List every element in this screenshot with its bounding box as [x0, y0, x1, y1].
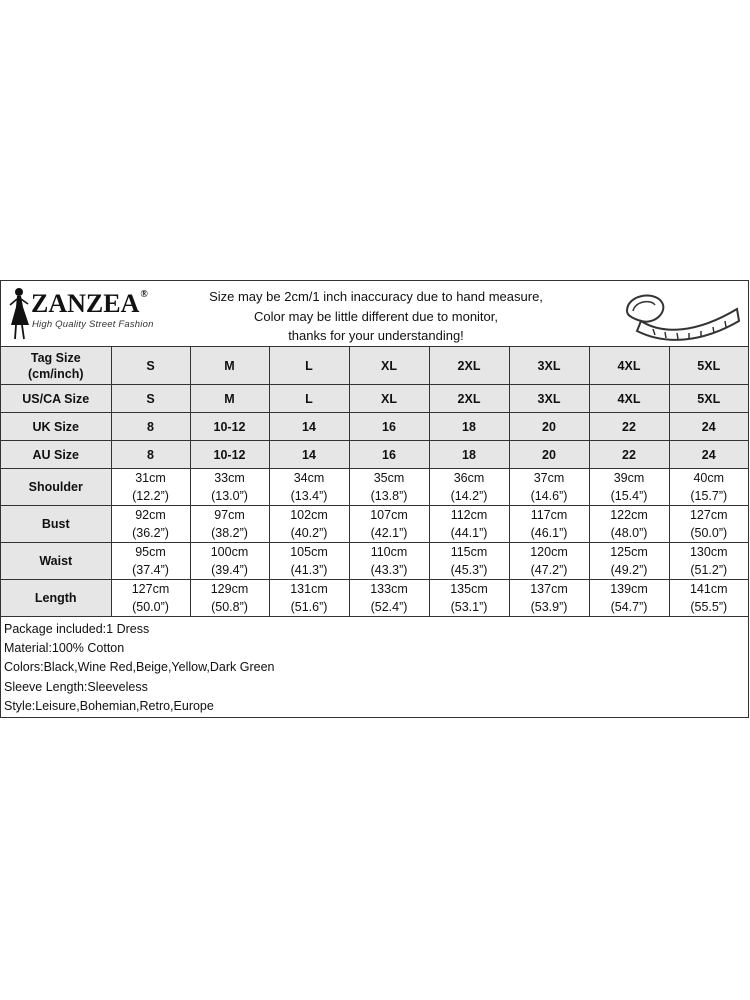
- measurement-cell: [190, 580, 269, 617]
- info-sleeve: Sleeve Length:Sleeveless: [4, 679, 148, 694]
- measurement-inch: (52.4”): [370, 600, 408, 614]
- measurement-cm: 120cm: [530, 545, 568, 559]
- measurement-inch: (51.6”): [290, 600, 328, 614]
- size-cell: 16: [349, 441, 429, 469]
- tag-size-cell: 3XL: [509, 347, 589, 385]
- size-cell: 14: [269, 441, 349, 469]
- tag-size-cell: M: [190, 347, 269, 385]
- measurement-cell: [669, 469, 748, 506]
- info-style: Style:Leisure,Bohemian,Retro,Europe: [4, 698, 214, 713]
- measurement-cm: 34cm: [293, 471, 325, 485]
- uk-size-row: [1, 413, 748, 441]
- measurement-cell: [669, 580, 748, 617]
- row-label: UK Size: [1, 413, 111, 441]
- size-chart: [0, 280, 749, 718]
- row-label: Bust: [1, 506, 111, 543]
- row-label: US/CA Size: [1, 385, 111, 413]
- measurement-cell: [669, 543, 748, 580]
- measurement-cell: [349, 543, 429, 580]
- brand-tagline: High Quality Street Fashion: [32, 319, 154, 330]
- measurement-cm: 102cm: [290, 508, 328, 522]
- size-cell: 24: [669, 413, 748, 441]
- measurement-inch: (15.7”): [690, 489, 728, 503]
- measurement-rows: [1, 469, 748, 617]
- measurement-cm: 127cm: [131, 582, 170, 596]
- measurement-cm: 107cm: [370, 508, 408, 522]
- measurement-inch: (46.1”): [530, 526, 568, 540]
- measurement-cell: [669, 506, 748, 543]
- measurement-cm: 127cm: [689, 508, 728, 522]
- measurement-cell: [269, 580, 349, 617]
- measurement-cell: [349, 580, 429, 617]
- measurement-inch: (13.0”): [211, 489, 248, 503]
- measurement-cell: [589, 506, 669, 543]
- measurement-row-length: [1, 580, 748, 617]
- size-cell: 16: [349, 413, 429, 441]
- measurement-inch: (12.2”): [132, 489, 169, 503]
- measurement-cm: 112cm: [450, 508, 488, 522]
- measurement-cell: [509, 580, 589, 617]
- size-cell: 24: [669, 441, 748, 469]
- measurement-cm: 40cm: [693, 471, 725, 485]
- size-table: [1, 347, 748, 617]
- measurement-cm: 100cm: [210, 545, 249, 559]
- measurement-inch: (41.3”): [290, 563, 328, 577]
- row-label: Shoulder: [1, 469, 111, 506]
- size-cell: 20: [509, 413, 589, 441]
- measurement-cm: 135cm: [450, 582, 488, 596]
- measurement-inch: (36.2”): [132, 526, 169, 540]
- measurement-inch: (43.3”): [370, 563, 408, 577]
- measurement-inch: (13.8”): [370, 489, 408, 503]
- size-cell: 4XL: [589, 385, 669, 413]
- measurement-cell: [349, 469, 429, 506]
- measurement-cm: 36cm: [453, 471, 485, 485]
- measurement-cell: [190, 543, 269, 580]
- measurement-cm: 37cm: [533, 471, 565, 485]
- measurement-inch: (40.2”): [290, 526, 328, 540]
- info-package: Package included:1 Dress: [4, 622, 150, 636]
- measurement-inch: (38.2”): [211, 526, 248, 540]
- brand-name: ZANZEA: [31, 289, 140, 318]
- measurement-inch: (15.4”): [610, 489, 648, 503]
- measurement-cm: 39cm: [613, 471, 645, 485]
- size-cell: XL: [349, 385, 429, 413]
- measurement-row-bust: [1, 506, 748, 543]
- measurement-cm: 129cm: [210, 582, 249, 596]
- measurement-cell: [429, 543, 509, 580]
- measurement-inch: (49.2”): [610, 563, 648, 577]
- measurement-cell: [269, 543, 349, 580]
- measurement-cm: 105cm: [290, 545, 328, 559]
- tag-size-cell: 4XL: [589, 347, 669, 385]
- measurement-cell: [111, 580, 190, 617]
- measurement-cell: [111, 469, 190, 506]
- measurement-cell: [589, 543, 669, 580]
- measurement-inch: (39.4”): [211, 563, 248, 577]
- row-label-tag-size: [1, 347, 111, 385]
- size-cell: 3XL: [509, 385, 589, 413]
- measurement-cm: 130cm: [689, 545, 728, 559]
- tag-size-cell: S: [111, 347, 190, 385]
- tag-size-label: Tag Size: [30, 350, 81, 365]
- measurement-cell: [111, 506, 190, 543]
- product-info: [4, 620, 275, 716]
- tag-size-cell: 5XL: [669, 347, 748, 385]
- size-cell: 8: [111, 413, 190, 441]
- size-notice: [171, 287, 581, 346]
- measurement-cell: [429, 469, 509, 506]
- tag-size-cell: L: [269, 347, 349, 385]
- measurement-inch: (45.3”): [450, 563, 488, 577]
- au-size-row: [1, 441, 748, 469]
- measuring-tape-icon: [613, 285, 745, 345]
- measurement-cm: 31cm: [135, 471, 166, 485]
- brand-logo: [31, 289, 148, 319]
- measurement-inch: (53.9”): [530, 600, 568, 614]
- size-cell: S: [111, 385, 190, 413]
- size-cell: L: [269, 385, 349, 413]
- size-cell: 8: [111, 441, 190, 469]
- measurement-cm: 125cm: [610, 545, 648, 559]
- measurement-inch: (50.8”): [211, 600, 248, 614]
- measurement-cell: [509, 469, 589, 506]
- measurement-cell: [269, 506, 349, 543]
- measurement-cell: [190, 469, 269, 506]
- info-material: Material:100% Cotton: [4, 641, 125, 656]
- notice-line: thanks for your understanding!: [288, 328, 464, 343]
- notice-line: Color may be little different due to monitor,: [254, 308, 498, 324]
- measurement-cm: 131cm: [290, 582, 328, 596]
- measurement-cm: 115cm: [450, 545, 488, 559]
- measurement-row-waist: [1, 543, 748, 580]
- measurement-cell: [111, 543, 190, 580]
- measurement-cell: [190, 506, 269, 543]
- measurement-cm: 139cm: [610, 582, 648, 596]
- measurement-cell: [509, 543, 589, 580]
- measurement-inch: (14.2”): [450, 489, 488, 503]
- measurement-cm: 141cm: [689, 582, 728, 596]
- size-cell: 22: [589, 441, 669, 469]
- measurement-inch: (37.4”): [132, 563, 169, 577]
- measurement-cm: 133cm: [370, 582, 408, 596]
- measurement-cell: [429, 580, 509, 617]
- size-cell: 2XL: [429, 385, 509, 413]
- measurement-inch: (44.1”): [450, 526, 488, 540]
- measurement-inch: (50.0”): [132, 600, 169, 614]
- measurement-cell: [349, 506, 429, 543]
- tag-size-cell: XL: [349, 347, 429, 385]
- row-label: Length: [1, 580, 111, 617]
- size-cell: 14: [269, 413, 349, 441]
- measurement-inch: (13.4”): [290, 489, 328, 503]
- chart-header: [1, 281, 748, 347]
- measurement-inch: (53.1”): [450, 600, 488, 614]
- measurement-cm: 95cm: [135, 545, 166, 559]
- measurement-inch: (47.2”): [530, 563, 568, 577]
- measurement-cm: 97cm: [214, 508, 245, 522]
- measurement-cell: [589, 580, 669, 617]
- measurement-cell: [509, 506, 589, 543]
- measurement-cm: 35cm: [373, 471, 405, 485]
- measurement-cm: 110cm: [370, 545, 408, 559]
- measurement-cell: [589, 469, 669, 506]
- size-cell: 20: [509, 441, 589, 469]
- tag-size-row: [1, 347, 748, 385]
- size-cell: 18: [429, 441, 509, 469]
- measurement-cell: [429, 506, 509, 543]
- measurement-cell: [269, 469, 349, 506]
- measurement-cm: 92cm: [135, 508, 166, 522]
- size-cell: 5XL: [669, 385, 748, 413]
- measurement-inch: (42.1”): [370, 526, 408, 540]
- size-cell: 18: [429, 413, 509, 441]
- registered-mark: ®: [140, 289, 148, 300]
- size-cell: 10-12: [190, 413, 269, 441]
- measurement-inch: (51.2”): [690, 563, 728, 577]
- size-cell: 22: [589, 413, 669, 441]
- tag-size-cell: 2XL: [429, 347, 509, 385]
- measurement-inch: (54.7”): [610, 600, 648, 614]
- us-ca-size-row: [1, 385, 748, 413]
- measurement-inch: (14.6”): [530, 489, 568, 503]
- measurement-cm: 33cm: [214, 471, 245, 485]
- measurement-inch: (48.0”): [610, 526, 648, 540]
- row-label: Waist: [1, 543, 111, 580]
- measurement-row-shoulder: [1, 469, 748, 506]
- measurement-inch: (50.0”): [690, 526, 728, 540]
- tag-size-unit: (cm/inch): [27, 366, 84, 381]
- measurement-cm: 137cm: [530, 582, 568, 596]
- size-cell: M: [190, 385, 269, 413]
- row-label: AU Size: [1, 441, 111, 469]
- notice-line: Size may be 2cm/1 inch inaccuracy due to hand measure,: [209, 289, 543, 304]
- size-cell: 10-12: [190, 441, 269, 469]
- measurement-cm: 122cm: [610, 508, 648, 522]
- info-colors: Colors:Black,Wine Red,Beige,Yellow,Dark Green: [4, 660, 275, 675]
- measurement-cm: 117cm: [530, 508, 568, 522]
- measurement-inch: (55.5”): [690, 600, 728, 614]
